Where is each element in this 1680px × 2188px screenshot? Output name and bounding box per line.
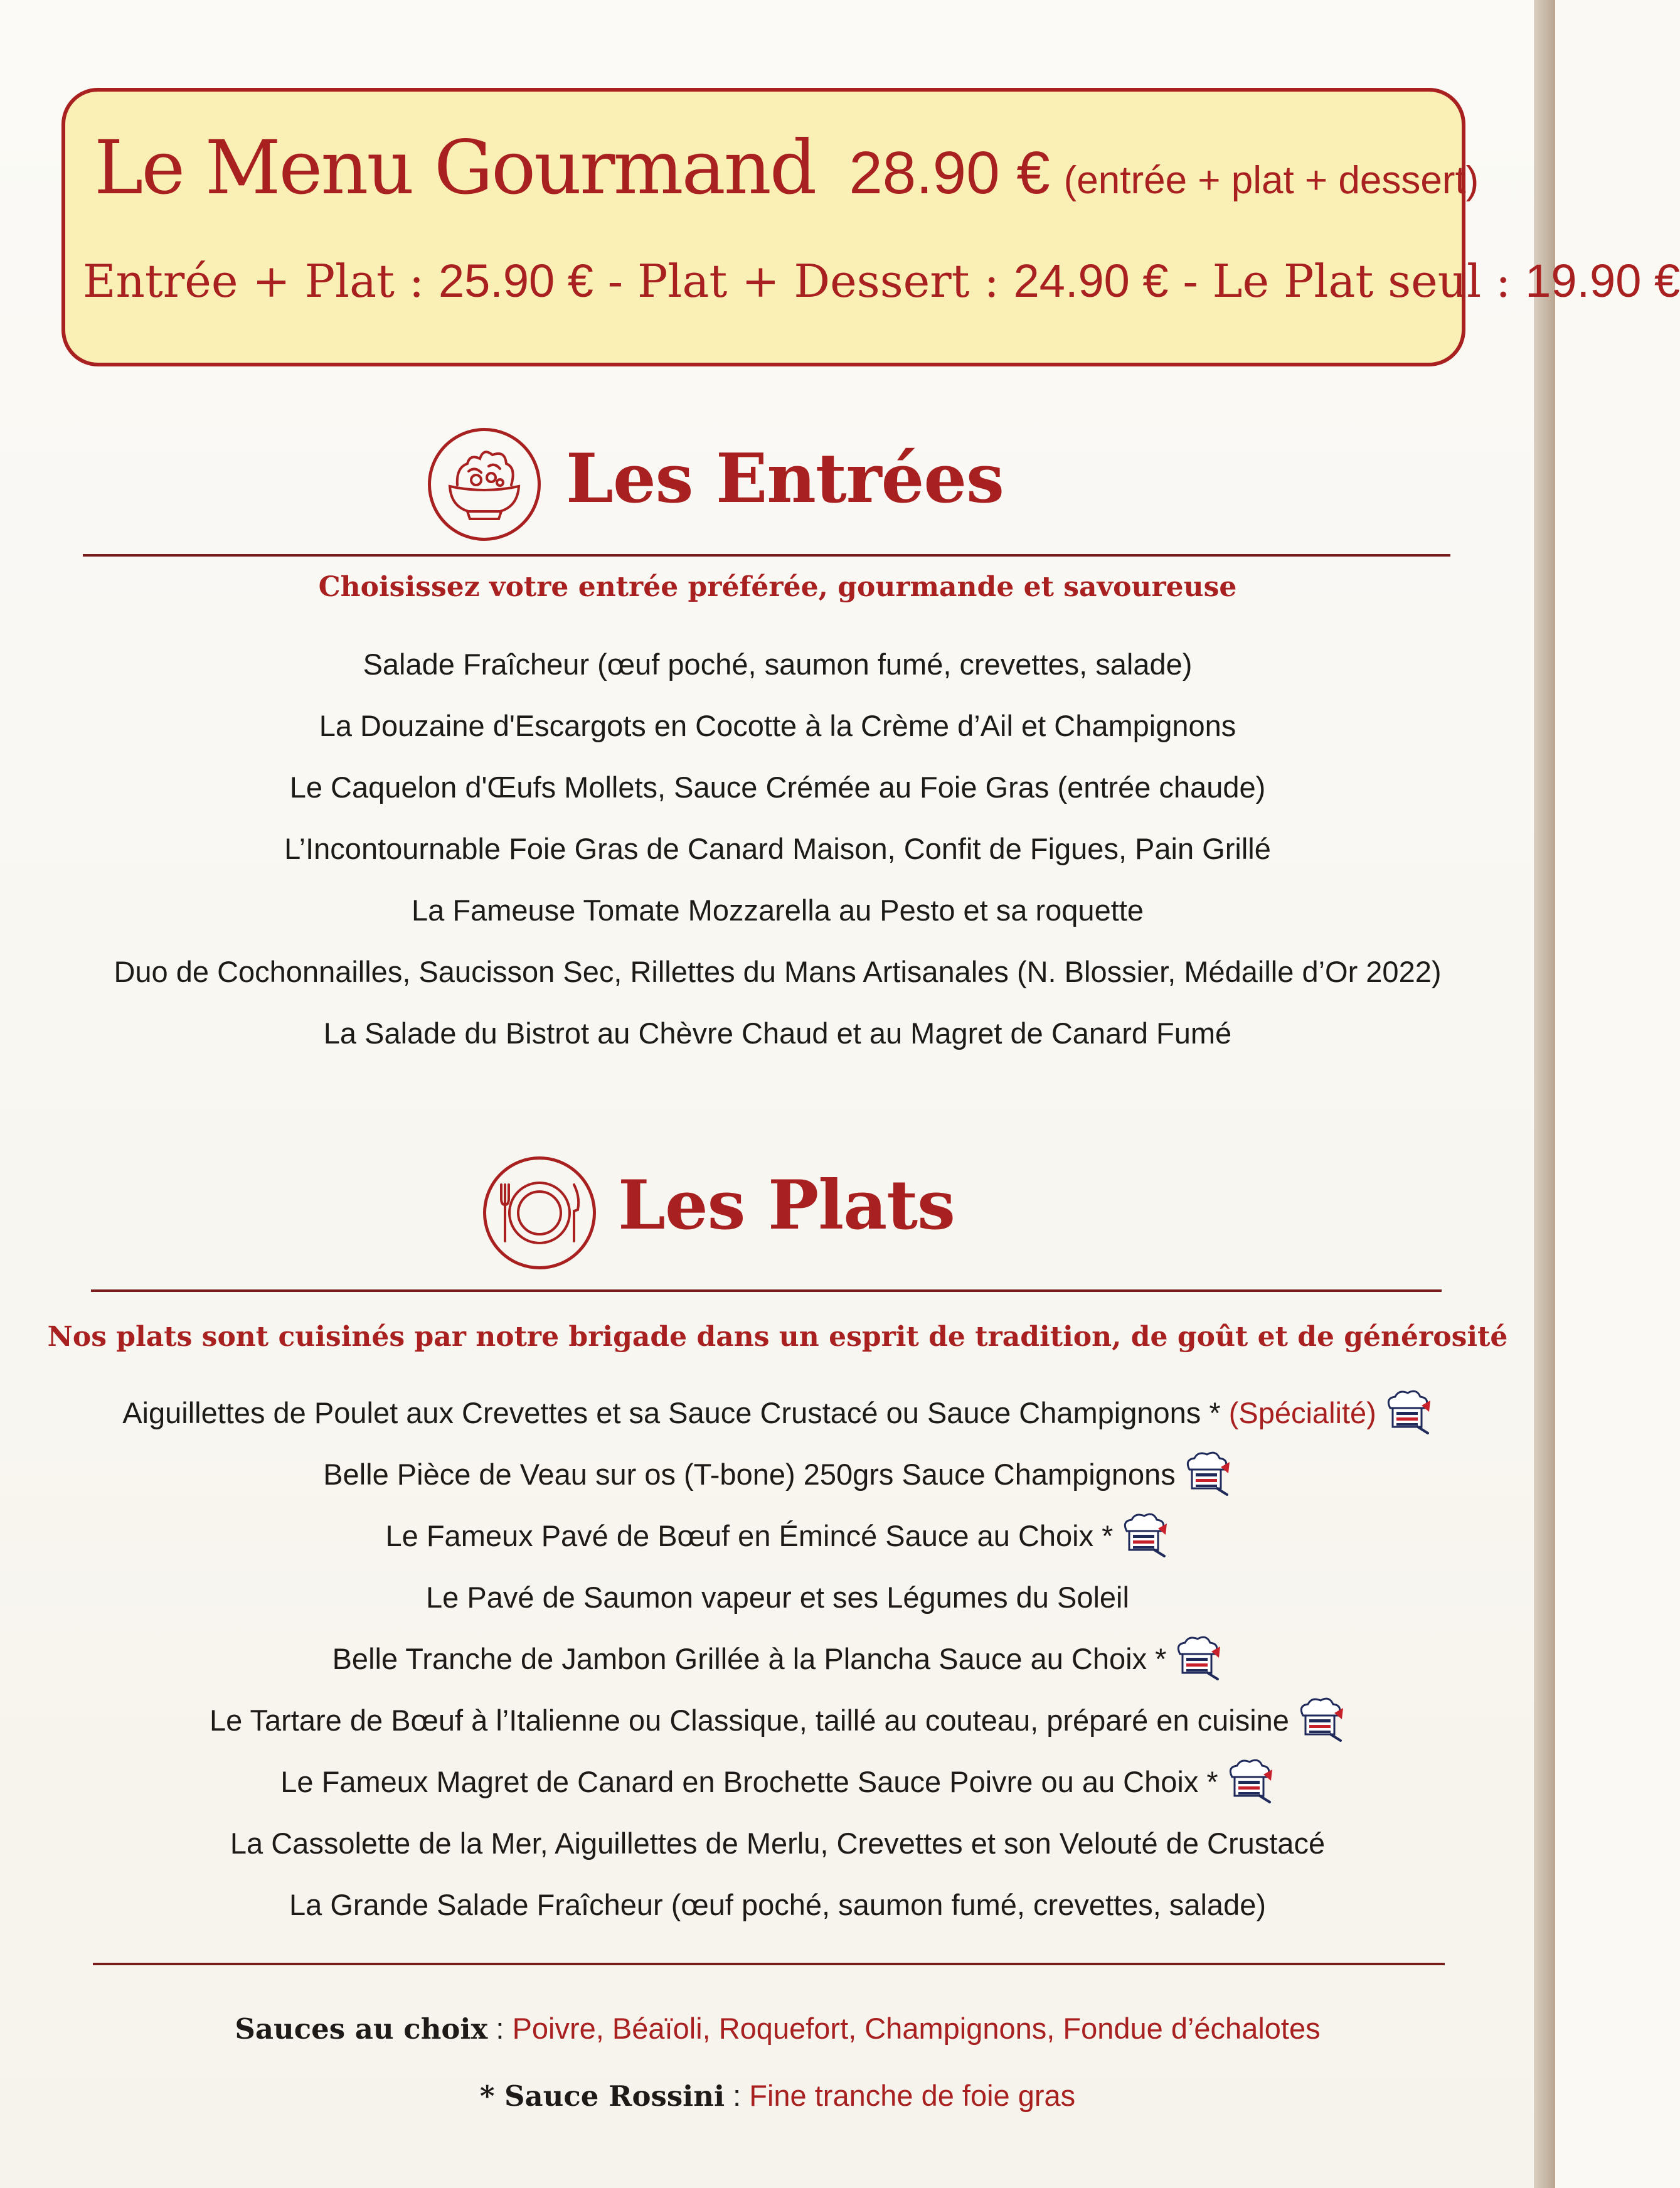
chef-hat-icon — [1294, 1694, 1346, 1743]
specialite-tag: (Spécialité) — [1228, 1396, 1376, 1429]
plat-name: Belle Tranche de Jambon Grillée à la Plancha Sauce au Choix * — [332, 1642, 1167, 1675]
menu-price: 28.90 € — [849, 139, 1050, 206]
plat-item — [0, 1382, 1555, 1444]
entree-item: Duo de Cochonnailles, Saucisson Sec, Rillettes du Mans Artisanales (N. Blossier, Médaille d’Or 2022) — [114, 955, 1442, 988]
rossini-line — [0, 2078, 1555, 2113]
plat-name: Aiguillettes de Poulet aux Crevettes et sa Sauce Crustacé ou Sauce Champignons * — [122, 1396, 1229, 1429]
entrees-title: Les Entrées — [566, 439, 1004, 518]
entree-item: Le Caquelon d'Œufs Mollets, Sauce Crémée au Foie Gras (entrée chaude) — [289, 771, 1266, 804]
salad-bowl-icon — [428, 428, 541, 541]
entrees-subtitle: Choisissez votre entrée préférée, gourmande et savoureuse — [318, 571, 1237, 603]
plate-cutlery-icon — [483, 1156, 596, 1269]
plat-item — [0, 1628, 1555, 1690]
plat-item — [0, 1751, 1555, 1813]
plat-item — [0, 1813, 1555, 1874]
formula-plat-dessert-label: Plat + Dessert : — [637, 255, 1014, 307]
entree-item: La Douzaine d'Escargots en Cocotte à la Crème d’Ail et Champignons — [319, 709, 1236, 742]
menu-title: Le Menu Gourmand — [94, 124, 816, 211]
chef-hat-icon — [1118, 1510, 1169, 1559]
plat-name: Le Pavé de Saumon vapeur et ses Légumes du Soleil — [426, 1581, 1129, 1614]
formula-entree-plat-label: Entrée + Plat : — [83, 255, 439, 307]
menu-includes: (entrée + plat + dessert) — [1063, 159, 1479, 202]
sauces-line — [0, 2011, 1555, 2046]
sauces-label: Sauces au choix — [235, 2012, 488, 2046]
plats-subtitle: Nos plats sont cuisinés par notre brigade dans un esprit de tradition, de goût et de générosité — [47, 1321, 1508, 1353]
entrees-divider — [83, 554, 1450, 557]
formula-plat-dessert-price: 24.90 € — [1013, 255, 1169, 307]
plat-name: Le Fameux Magret de Canard en Brochette Sauce Poivre ou au Choix * — [280, 1765, 1218, 1798]
formula-entree-plat-price: 25.90 € — [438, 255, 593, 307]
chef-hat-icon — [1381, 1387, 1433, 1436]
plat-item — [0, 1874, 1555, 1936]
plat-item — [0, 1444, 1555, 1505]
sauces-separator: : — [487, 2012, 513, 2045]
entree-item: La Fameuse Tomate Mozzarella au Pesto et sa roquette — [412, 894, 1144, 927]
plat-item — [0, 1505, 1555, 1567]
formula-separator: - — [593, 255, 637, 307]
sauces-value: Poivre, Béaïoli, Roquefort, Champignons, Fondue d’échalotes — [512, 2012, 1321, 2045]
entree-item: L’Incontournable Foie Gras de Canard Maison, Confit de Figues, Pain Grillé — [284, 832, 1271, 865]
plat-name: La Grande Salade Fraîcheur (œuf poché, saumon fumé, crevettes, salade) — [289, 1888, 1266, 1921]
plats-title: Les Plats — [618, 1166, 955, 1245]
footer-divider — [93, 1963, 1445, 1965]
plat-name: La Cassolette de la Mer, Aiguillettes de Merlu, Crevettes et son Velouté de Crustacé — [230, 1827, 1326, 1860]
chef-hat-icon — [1181, 1448, 1232, 1497]
entree-item: Salade Fraîcheur (œuf poché, saumon fumé, crevettes, salade) — [363, 648, 1193, 681]
formula-plat-seul-label: Le Plat seul : — [1212, 255, 1526, 307]
chef-hat-icon — [1171, 1633, 1223, 1682]
rossini-value: Fine tranche de foie gras — [749, 2079, 1076, 2112]
plat-name: Le Fameux Pavé de Bœuf en Émincé Sauce au Choix * — [385, 1519, 1114, 1552]
menu-gourmand-line — [94, 124, 1479, 218]
plat-item — [0, 1690, 1555, 1751]
plat-name: Le Tartare de Bœuf à l’Italienne ou Classique, taillé au couteau, préparé en cuisine — [210, 1704, 1289, 1737]
formula-separator: - — [1168, 255, 1213, 307]
formula-prices-line — [83, 254, 1680, 323]
entrees-list — [0, 634, 1555, 1064]
plats-list — [0, 1382, 1555, 1936]
rossini-label: * Sauce Rossini — [479, 2079, 725, 2113]
formula-plat-seul-price: 19.90 € — [1525, 255, 1680, 307]
plat-name: Belle Pièce de Veau sur os (T-bone) 250grs Sauce Champignons — [323, 1458, 1176, 1491]
plat-item — [0, 1567, 1555, 1628]
chef-hat-icon — [1223, 1756, 1275, 1805]
rossini-separator: : — [725, 2079, 750, 2112]
plats-divider — [91, 1289, 1442, 1292]
entree-item: La Salade du Bistrot au Chèvre Chaud et au Magret de Canard Fumé — [323, 1017, 1232, 1050]
